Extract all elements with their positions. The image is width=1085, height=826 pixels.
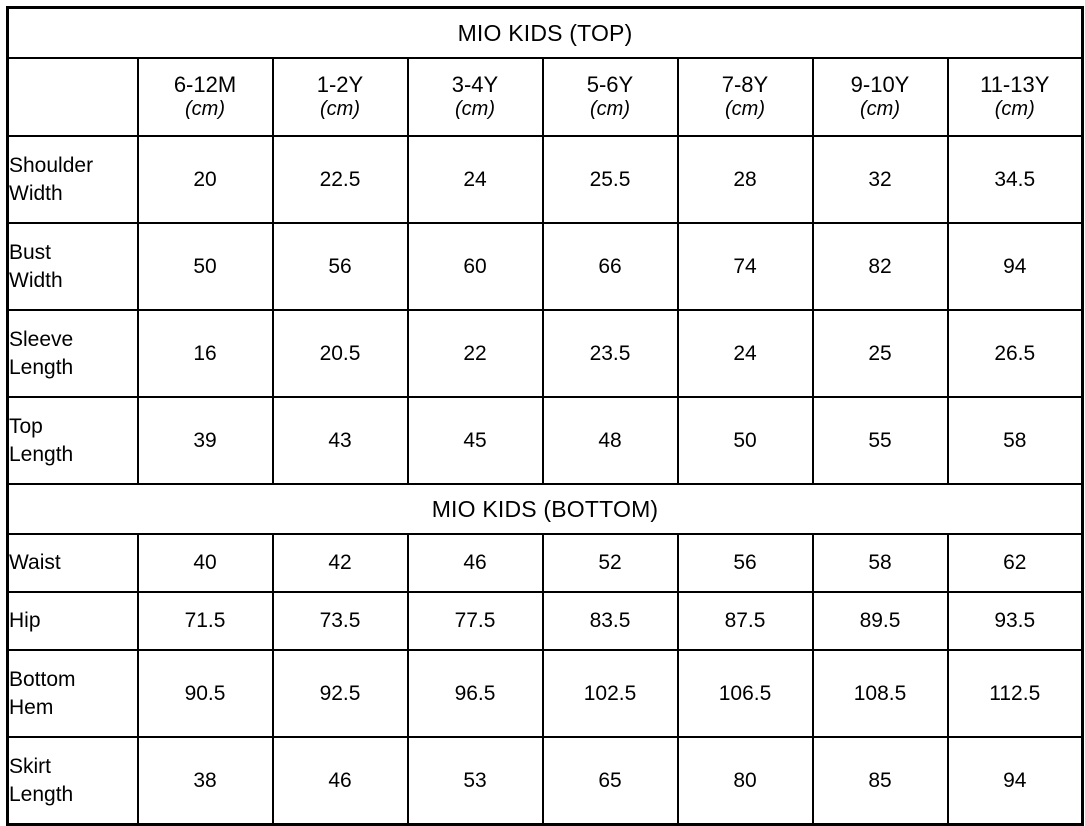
cell-value: 48 [543, 397, 678, 484]
cell-value: 62 [948, 534, 1083, 592]
row-label-line1: Hip [9, 609, 41, 633]
section-title-top: MIO KIDS (TOP) [8, 8, 1083, 59]
cell-value: 20.5 [273, 310, 408, 397]
cell-value: 102.5 [543, 650, 678, 737]
header-unit-label: (cm) [860, 98, 900, 121]
cell-value: 92.5 [273, 650, 408, 737]
row-label-waist [8, 534, 138, 592]
cell-value: 106.5 [678, 650, 813, 737]
row-label-line2: Length [9, 782, 74, 806]
header-size-label: 3-4Y [451, 72, 499, 98]
cell-value: 65 [543, 737, 678, 825]
table-row [8, 397, 1083, 484]
cell-value: 16 [138, 310, 273, 397]
table-row [8, 310, 1083, 397]
row-label-line1: Skirt [9, 755, 51, 779]
cell-value: 46 [408, 534, 543, 592]
row-label-line2: Hem [9, 695, 54, 719]
header-size-7-8y [678, 58, 813, 136]
row-label-line1: Shoulder [9, 154, 94, 178]
row-label-shoulder-width [8, 136, 138, 223]
row-label-line1: Sleeve [9, 328, 74, 352]
section-title-row-bottom [8, 484, 1083, 534]
row-label-line2: Width [9, 181, 63, 205]
header-size-label: 9-10Y [850, 72, 910, 98]
table-row [8, 534, 1083, 592]
cell-value: 52 [543, 534, 678, 592]
cell-value: 77.5 [408, 592, 543, 650]
header-row-top [8, 58, 1083, 136]
header-unit-label: (cm) [994, 98, 1035, 121]
cell-value: 108.5 [813, 650, 948, 737]
cell-value: 89.5 [813, 592, 948, 650]
cell-value: 32 [813, 136, 948, 223]
size-chart-table [6, 6, 1084, 826]
header-size-11-13y [948, 58, 1083, 136]
cell-value: 46 [273, 737, 408, 825]
cell-value: 43 [273, 397, 408, 484]
cell-value: 94 [948, 737, 1083, 825]
row-label-line1: Bottom [9, 668, 76, 692]
cell-value: 39 [138, 397, 273, 484]
header-unit-label: (cm) [455, 98, 495, 121]
cell-value: 45 [408, 397, 543, 484]
header-size-3-4y [408, 58, 543, 136]
table-row [8, 223, 1083, 310]
cell-value: 83.5 [543, 592, 678, 650]
cell-value: 56 [678, 534, 813, 592]
cell-value: 50 [138, 223, 273, 310]
cell-value: 56 [273, 223, 408, 310]
row-label-line2: Length [9, 442, 74, 466]
row-label-top-length [8, 397, 138, 484]
cell-value: 20 [138, 136, 273, 223]
header-size-label: 6-12M [173, 72, 237, 98]
cell-value: 22.5 [273, 136, 408, 223]
header-size-label: 1-2Y [316, 72, 364, 98]
cell-value: 22 [408, 310, 543, 397]
cell-value: 53 [408, 737, 543, 825]
row-label-line2: Length [9, 355, 74, 379]
header-size-label: 7-8Y [721, 72, 769, 98]
row-label-bottom-hem [8, 650, 138, 737]
cell-value: 26.5 [948, 310, 1083, 397]
row-label-line2: Width [9, 268, 63, 292]
header-unit-label: (cm) [725, 98, 765, 121]
row-label-line1: Bust [9, 241, 52, 265]
header-size-label: 11-13Y [980, 72, 1050, 98]
cell-value: 23.5 [543, 310, 678, 397]
cell-value: 24 [678, 310, 813, 397]
header-unit-label: (cm) [185, 98, 225, 121]
cell-value: 93.5 [948, 592, 1083, 650]
cell-value: 80 [678, 737, 813, 825]
cell-value: 71.5 [138, 592, 273, 650]
header-size-1-2y [273, 58, 408, 136]
cell-value: 40 [138, 534, 273, 592]
cell-value: 94 [948, 223, 1083, 310]
row-label-skirt-length [8, 737, 138, 825]
row-label-sleeve-length [8, 310, 138, 397]
header-size-6-12m [138, 58, 273, 136]
row-label-line1: Top [9, 415, 43, 439]
cell-value: 24 [408, 136, 543, 223]
cell-value: 90.5 [138, 650, 273, 737]
cell-value: 82 [813, 223, 948, 310]
header-size-5-6y [543, 58, 678, 136]
cell-value: 38 [138, 737, 273, 825]
table-row [8, 737, 1083, 825]
cell-value: 58 [948, 397, 1083, 484]
cell-value: 66 [543, 223, 678, 310]
cell-value: 74 [678, 223, 813, 310]
cell-value: 73.5 [273, 592, 408, 650]
row-label-bust-width [8, 223, 138, 310]
table-row [8, 650, 1083, 737]
cell-value: 25.5 [543, 136, 678, 223]
cell-value: 55 [813, 397, 948, 484]
cell-value: 60 [408, 223, 543, 310]
header-unit-label: (cm) [320, 98, 360, 121]
cell-value: 50 [678, 397, 813, 484]
table-row [8, 592, 1083, 650]
row-label-line1: Waist [9, 551, 61, 575]
cell-value: 25 [813, 310, 948, 397]
header-corner-blank [8, 58, 138, 136]
cell-value: 28 [678, 136, 813, 223]
table-row [8, 136, 1083, 223]
header-size-label: 5-6Y [586, 72, 634, 98]
cell-value: 42 [273, 534, 408, 592]
header-size-9-10y [813, 58, 948, 136]
row-label-hip [8, 592, 138, 650]
section-title-row-top [8, 8, 1083, 59]
cell-value: 96.5 [408, 650, 543, 737]
cell-value: 34.5 [948, 136, 1083, 223]
section-title-bottom: MIO KIDS (BOTTOM) [8, 484, 1083, 534]
header-unit-label: (cm) [590, 98, 630, 121]
cell-value: 87.5 [678, 592, 813, 650]
cell-value: 85 [813, 737, 948, 825]
cell-value: 112.5 [948, 650, 1083, 737]
cell-value: 58 [813, 534, 948, 592]
